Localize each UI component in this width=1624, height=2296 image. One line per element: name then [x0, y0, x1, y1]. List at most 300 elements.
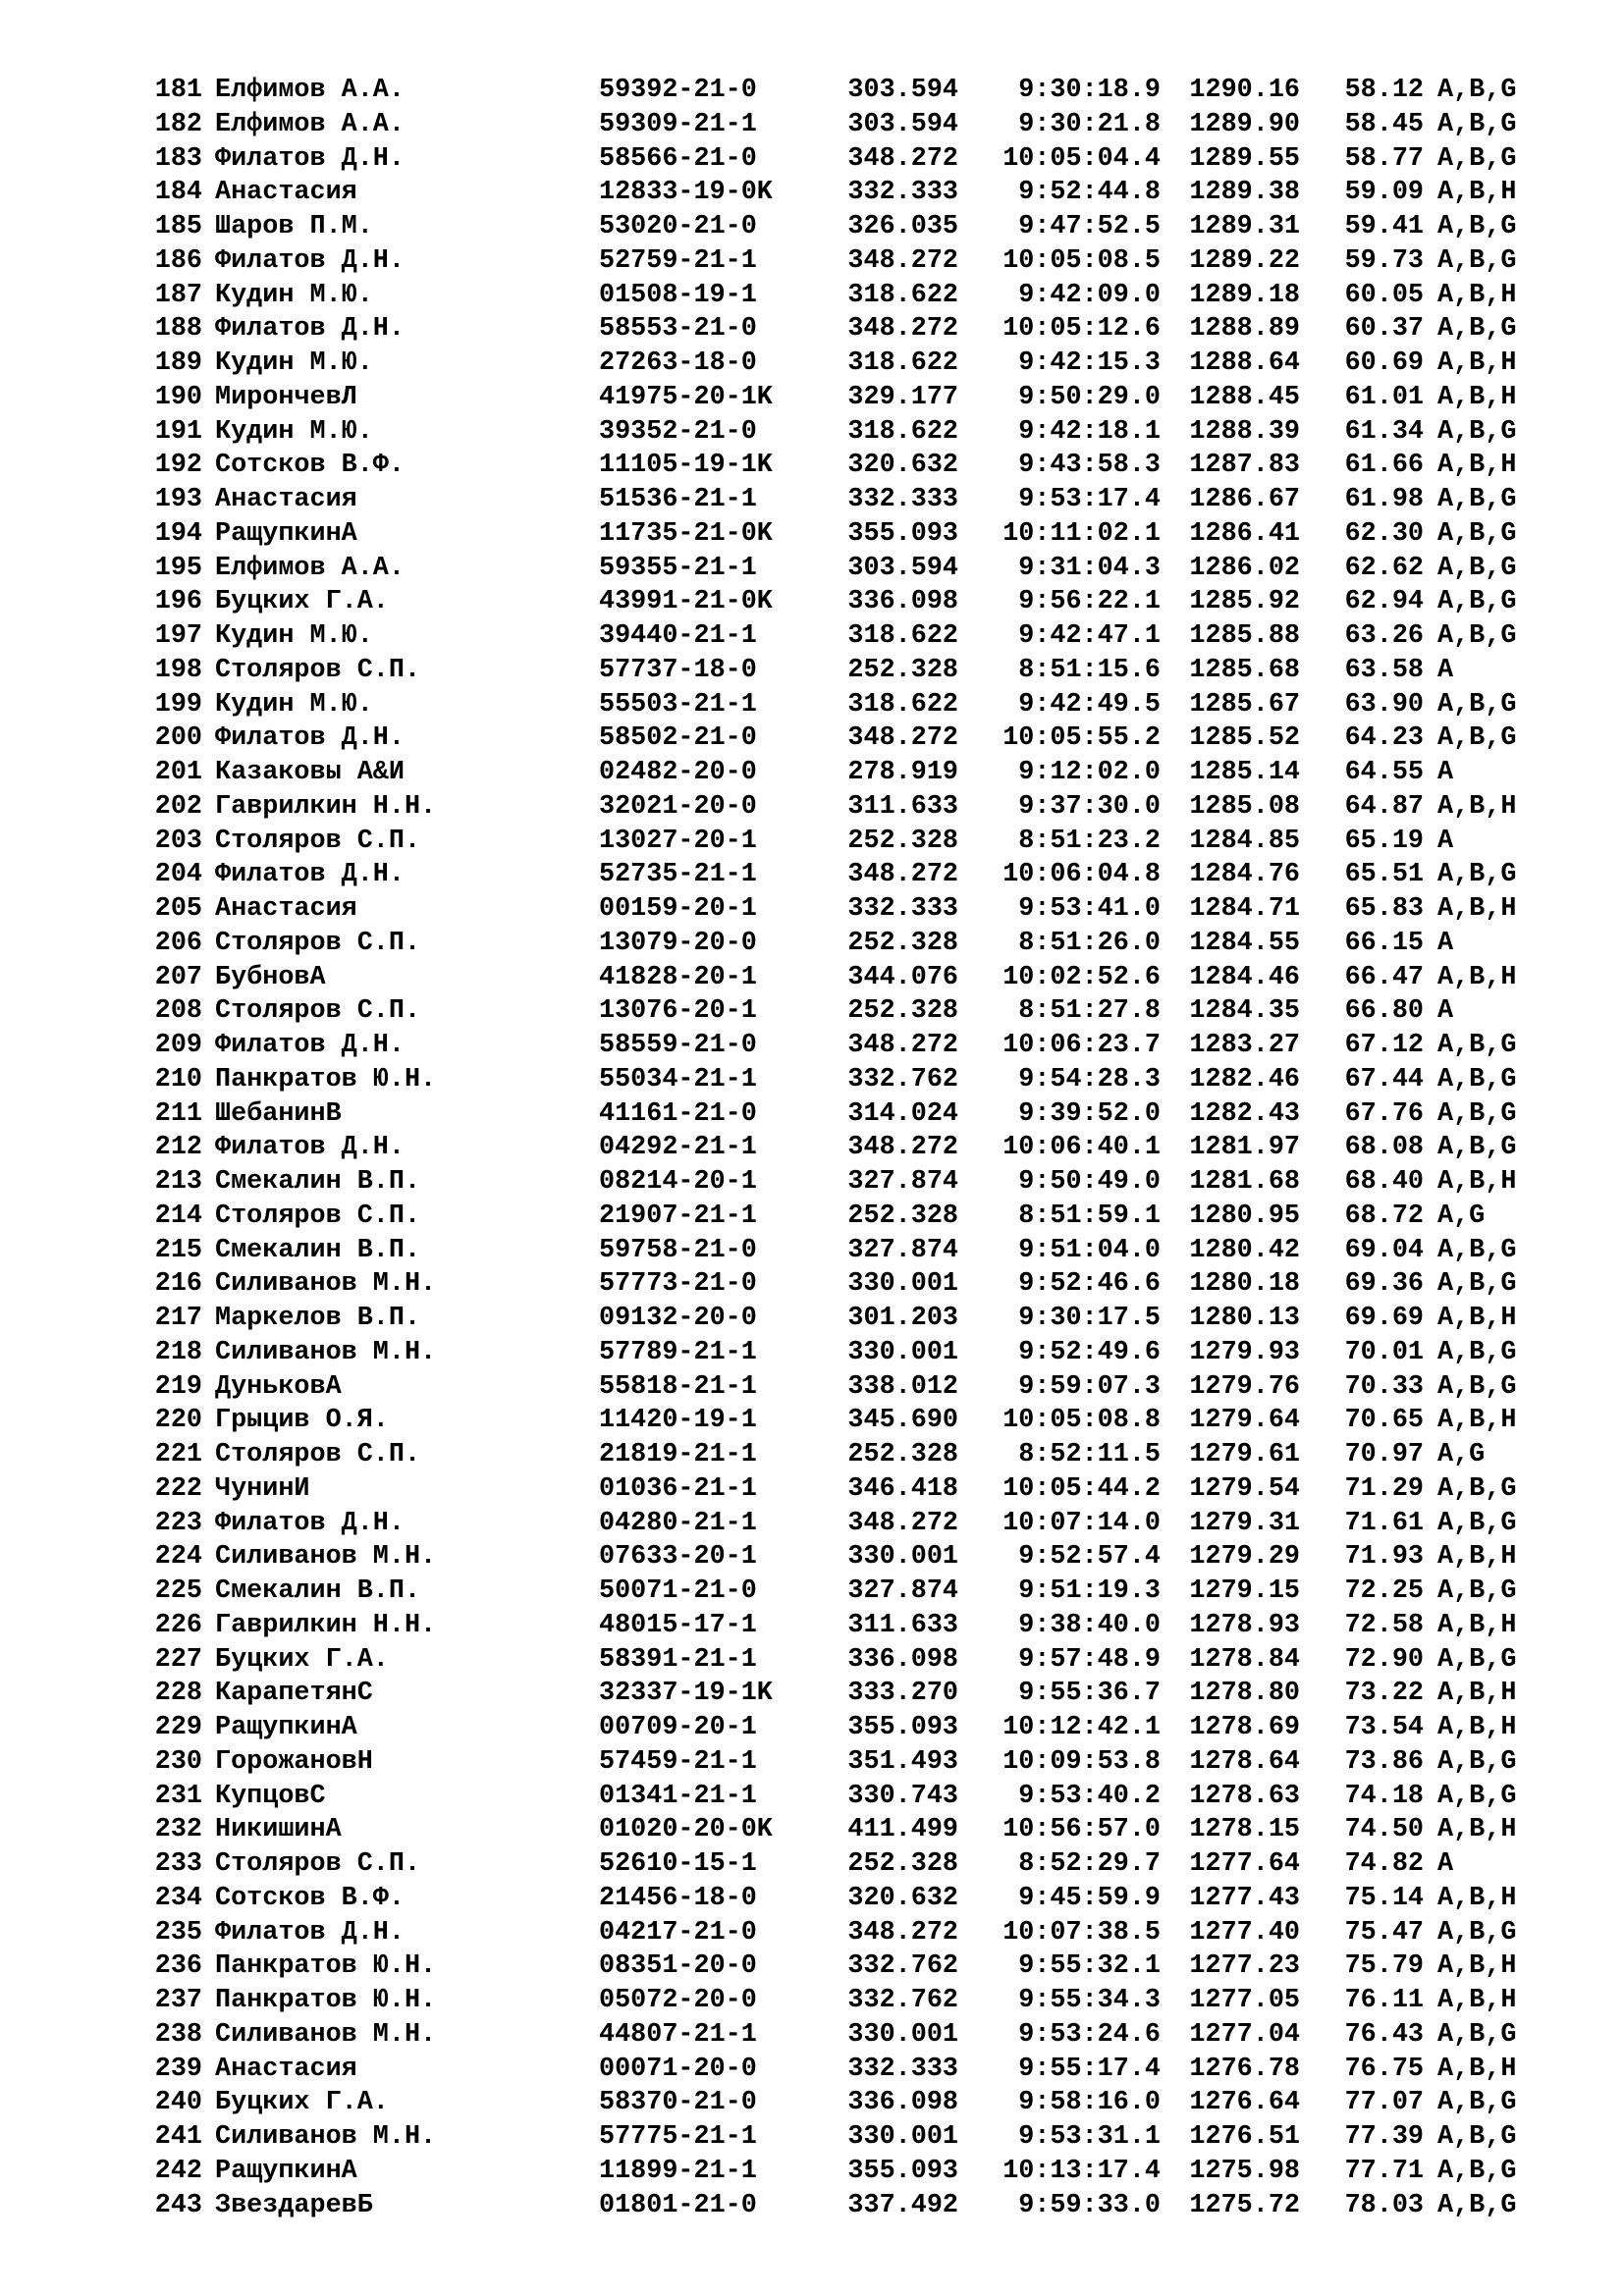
owner-name: Анастасия [215, 178, 357, 208]
speed: 1278.80 [1189, 1679, 1300, 1709]
distance: 348.272 [847, 143, 958, 174]
results-table [0, 74, 1624, 2222]
place-number: 235 [154, 1917, 202, 1948]
category-tags: A,B,G [1437, 1576, 1517, 1606]
owner-name: Панкратов Ю.Н. [215, 1064, 437, 1095]
category-tags: A,B,G [1437, 1508, 1517, 1538]
arrival-time: 10:13:17.4 [1002, 2156, 1161, 2186]
owner-name: Гаврилкин Н.Н. [215, 1610, 437, 1640]
arrival-time: 9:52:49.6 [1018, 1337, 1161, 1367]
ring-number: 41828-20-1 [599, 962, 757, 992]
distance: 318.622 [847, 621, 958, 651]
distance: 320.632 [847, 451, 958, 481]
owner-name: Анастасия [215, 2054, 357, 2084]
ring-number: 01020-20-0K [599, 1815, 773, 1845]
owner-name: Столяров С.П. [215, 826, 421, 856]
table-row [0, 2120, 1624, 2155]
place-number: 217 [154, 1304, 202, 1333]
distance: 348.272 [847, 314, 958, 345]
category-tags: A,B,G [1437, 1031, 1517, 1060]
speed: 1276.51 [1189, 2122, 1300, 2152]
ring-number: 09132-20-0 [599, 1304, 757, 1333]
table-row [0, 825, 1624, 859]
ring-number: 58566-21-0 [599, 143, 757, 174]
table-row [0, 517, 1624, 552]
arrival-time: 10:56:57.0 [1002, 1815, 1161, 1845]
arrival-time: 9:42:47.1 [1018, 621, 1161, 651]
category-tags: A,B,G [1437, 212, 1517, 241]
speed: 1288.45 [1189, 382, 1300, 412]
coefficient: 61.98 [1344, 485, 1424, 514]
coefficient: 66.47 [1344, 962, 1424, 992]
distance: 348.272 [847, 1031, 958, 1060]
speed: 1276.78 [1189, 2054, 1300, 2084]
coefficient: 77.07 [1344, 2088, 1424, 2118]
place-number: 241 [154, 2122, 202, 2152]
owner-name: ЗвездаревБ [215, 2190, 373, 2220]
arrival-time: 9:37:30.0 [1018, 791, 1161, 822]
owner-name: Анастасия [215, 485, 357, 514]
ring-number: 04292-21-1 [599, 1133, 757, 1163]
speed: 1279.93 [1189, 1337, 1300, 1367]
distance: 329.177 [847, 382, 958, 412]
arrival-time: 9:53:17.4 [1018, 485, 1161, 514]
distance: 344.076 [847, 962, 958, 992]
category-tags: A,G [1437, 1440, 1486, 1469]
arrival-time: 9:43:58.3 [1018, 451, 1161, 481]
category-tags: A [1437, 826, 1454, 856]
coefficient: 73.54 [1344, 1713, 1424, 1742]
table-row [0, 1336, 1624, 1370]
category-tags: A,B,H [1437, 1610, 1517, 1640]
place-number: 208 [154, 996, 202, 1027]
category-tags: A,B,G [1437, 1235, 1517, 1265]
speed: 1277.23 [1189, 1951, 1300, 1982]
coefficient: 71.29 [1344, 1473, 1424, 1504]
place-number: 185 [154, 212, 202, 241]
owner-name: Анастасия [215, 894, 357, 924]
coefficient: 72.90 [1344, 1644, 1424, 1675]
coefficient: 71.93 [1344, 1542, 1424, 1573]
place-number: 242 [154, 2156, 202, 2186]
coefficient: 58.77 [1344, 143, 1424, 174]
ring-number: 59355-21-1 [599, 553, 757, 583]
place-number: 230 [154, 1746, 202, 1777]
category-tags: A,B,G [1437, 314, 1517, 345]
speed: 1279.61 [1189, 1440, 1300, 1469]
arrival-time: 10:07:14.0 [1002, 1508, 1161, 1538]
category-tags: A,B,G [1437, 245, 1517, 276]
distance: 336.098 [847, 587, 958, 617]
category-tags: A [1437, 1849, 1454, 1879]
ring-number: 41161-21-0 [599, 1098, 757, 1129]
category-tags: A,B,G [1437, 2156, 1517, 2186]
category-tags: A,B,G [1437, 621, 1517, 651]
owner-name: Панкратов Ю.Н. [215, 1951, 437, 1982]
coefficient: 71.61 [1344, 1508, 1424, 1538]
owner-name: Буцких Г.А. [215, 1644, 389, 1675]
speed: 1289.22 [1189, 245, 1300, 276]
speed: 1285.92 [1189, 587, 1300, 617]
distance: 332.333 [847, 894, 958, 924]
arrival-time: 8:52:11.5 [1018, 1440, 1161, 1469]
speed: 1289.18 [1189, 280, 1300, 310]
owner-name: Сотсков В.Ф. [215, 1883, 405, 1913]
category-tags: A,B,H [1437, 962, 1517, 992]
category-tags: A,B,H [1437, 791, 1517, 822]
owner-name: РащупкинА [215, 518, 357, 549]
place-number: 193 [154, 485, 202, 514]
distance: 332.762 [847, 1064, 958, 1095]
owner-name: Маркелов В.П. [215, 1304, 421, 1333]
place-number: 184 [154, 178, 202, 208]
arrival-time: 8:51:15.6 [1018, 655, 1161, 685]
speed: 1284.35 [1189, 996, 1300, 1027]
speed: 1284.46 [1189, 962, 1300, 992]
distance: 330.743 [847, 1781, 958, 1811]
speed: 1288.64 [1189, 348, 1300, 378]
coefficient: 67.44 [1344, 1064, 1424, 1095]
place-number: 201 [154, 758, 202, 787]
ring-number: 00709-20-1 [599, 1713, 757, 1742]
category-tags: A,B,H [1437, 1679, 1517, 1709]
coefficient: 63.58 [1344, 655, 1424, 685]
table-row [0, 2053, 1624, 2087]
ring-number: 57789-21-1 [599, 1337, 757, 1367]
category-tags: A,B,G [1437, 1746, 1517, 1777]
owner-name: Столяров С.П. [215, 655, 421, 685]
owner-name: Силиванов М.Н. [215, 1542, 437, 1573]
arrival-time: 9:42:09.0 [1018, 280, 1161, 310]
ring-number: 58391-21-1 [599, 1644, 757, 1675]
category-tags: A,B,G [1437, 1337, 1517, 1367]
place-number: 231 [154, 1781, 202, 1811]
speed: 1288.89 [1189, 314, 1300, 345]
owner-name: ШебанинВ [215, 1098, 342, 1129]
table-row [0, 1234, 1624, 1268]
table-row [0, 312, 1624, 347]
arrival-time: 10:05:08.8 [1002, 1406, 1161, 1436]
place-number: 195 [154, 553, 202, 583]
distance: 252.328 [847, 996, 958, 1027]
owner-name: Филатов Д.Н. [215, 143, 405, 174]
table-row [0, 1882, 1624, 1916]
distance: 355.093 [847, 1713, 958, 1742]
table-row [0, 858, 1624, 892]
category-tags: A [1437, 928, 1454, 958]
speed: 1279.54 [1189, 1473, 1300, 1504]
place-number: 237 [154, 1986, 202, 2015]
distance: 332.762 [847, 1986, 958, 2015]
speed: 1277.43 [1189, 1883, 1300, 1913]
category-tags: A,B,G [1437, 1098, 1517, 1129]
coefficient: 74.50 [1344, 1815, 1424, 1845]
owner-name: Кудин М.Ю. [215, 621, 373, 651]
table-row [0, 756, 1624, 790]
place-number: 189 [154, 348, 202, 378]
place-number: 183 [154, 143, 202, 174]
coefficient: 62.30 [1344, 518, 1424, 549]
owner-name: Столяров С.П. [215, 1849, 421, 1879]
ring-number: 08214-20-1 [599, 1167, 757, 1197]
table-row [0, 279, 1624, 313]
table-row [0, 1029, 1624, 1063]
ring-number: 52735-21-1 [599, 860, 757, 890]
speed: 1289.38 [1189, 178, 1300, 208]
ring-number: 59309-21-1 [599, 109, 757, 139]
distance: 336.098 [847, 1644, 958, 1675]
coefficient: 77.71 [1344, 2156, 1424, 2186]
category-tags: A,B,G [1437, 1781, 1517, 1811]
coefficient: 74.18 [1344, 1781, 1424, 1811]
owner-name: Кудин М.Ю. [215, 416, 373, 447]
distance: 332.333 [847, 485, 958, 514]
table-row [0, 1609, 1624, 1643]
distance: 252.328 [847, 1849, 958, 1879]
coefficient: 70.65 [1344, 1406, 1424, 1436]
owner-name: Силиванов М.Н. [215, 1337, 437, 1367]
category-tags: A,B,H [1437, 894, 1517, 924]
speed: 1281.68 [1189, 1167, 1300, 1197]
category-tags: A,B,H [1437, 348, 1517, 378]
owner-name: МирончевЛ [215, 382, 357, 412]
coefficient: 60.37 [1344, 314, 1424, 345]
speed: 1287.83 [1189, 451, 1300, 481]
coefficient: 62.62 [1344, 553, 1424, 583]
owner-name: Силиванов М.Н. [215, 1269, 437, 1300]
distance: 332.333 [847, 2054, 958, 2084]
place-number: 197 [154, 621, 202, 651]
ring-number: 13027-20-1 [599, 826, 757, 856]
coefficient: 69.36 [1344, 1269, 1424, 1300]
category-tags: A,B,H [1437, 1406, 1517, 1436]
category-tags: A,B,H [1437, 382, 1517, 412]
place-number: 188 [154, 314, 202, 345]
table-row [0, 961, 1624, 995]
owner-name: КарапетянС [215, 1679, 373, 1709]
category-tags: A,B,H [1437, 1713, 1517, 1742]
distance: 332.333 [847, 178, 958, 208]
arrival-time: 8:51:59.1 [1018, 1201, 1161, 1231]
owner-name: Филатов Д.Н. [215, 1508, 405, 1538]
table-row [0, 244, 1624, 279]
owner-name: Елфимов А.А. [215, 553, 405, 583]
owner-name: Панкратов Ю.Н. [215, 1986, 437, 2015]
owner-name: БубновА [215, 962, 326, 992]
coefficient: 75.47 [1344, 1917, 1424, 1948]
arrival-time: 10:05:12.6 [1002, 314, 1161, 345]
place-number: 199 [154, 689, 202, 720]
distance: 348.272 [847, 1917, 958, 1948]
arrival-time: 9:47:52.5 [1018, 212, 1161, 241]
distance: 345.690 [847, 1406, 958, 1436]
table-row [0, 1847, 1624, 1882]
speed: 1284.71 [1189, 894, 1300, 924]
table-row [0, 1575, 1624, 1609]
coefficient: 70.01 [1344, 1337, 1424, 1367]
distance: 301.203 [847, 1304, 958, 1333]
category-tags: A,B,H [1437, 1304, 1517, 1333]
coefficient: 61.34 [1344, 416, 1424, 447]
arrival-time: 9:53:24.6 [1018, 2019, 1161, 2050]
ring-number: 43991-21-0K [599, 587, 773, 617]
distance: 311.633 [847, 1610, 958, 1640]
table-row [0, 1370, 1624, 1405]
arrival-time: 9:12:02.0 [1018, 758, 1161, 787]
distance: 348.272 [847, 860, 958, 890]
arrival-time: 9:57:48.9 [1018, 1644, 1161, 1675]
arrival-time: 9:54:28.3 [1018, 1064, 1161, 1095]
ring-number: 32021-20-0 [599, 791, 757, 822]
place-number: 213 [154, 1167, 202, 1197]
owner-name: Столяров С.П. [215, 1440, 421, 1469]
category-tags: A,B,H [1437, 1167, 1517, 1197]
owner-name: Филатов Д.Н. [215, 245, 405, 276]
category-tags: A,B,G [1437, 1269, 1517, 1300]
place-number: 196 [154, 587, 202, 617]
owner-name: Столяров С.П. [215, 1201, 421, 1231]
coefficient: 72.58 [1344, 1610, 1424, 1640]
place-number: 211 [154, 1098, 202, 1129]
place-number: 227 [154, 1644, 202, 1675]
speed: 1284.85 [1189, 826, 1300, 856]
speed: 1286.41 [1189, 518, 1300, 549]
speed: 1277.64 [1189, 1849, 1300, 1879]
category-tags: A,B,G [1437, 109, 1517, 139]
ring-number: 55034-21-1 [599, 1064, 757, 1095]
arrival-time: 9:55:34.3 [1018, 1986, 1161, 2015]
owner-name: ЧунинИ [215, 1473, 310, 1504]
distance: 348.272 [847, 245, 958, 276]
table-row [0, 688, 1624, 722]
arrival-time: 9:30:21.8 [1018, 109, 1161, 139]
distance: 318.622 [847, 280, 958, 310]
category-tags: A,B,G [1437, 553, 1517, 583]
speed: 1278.63 [1189, 1781, 1300, 1811]
ring-number: 51536-21-1 [599, 485, 757, 514]
coefficient: 60.69 [1344, 348, 1424, 378]
table-row [0, 585, 1624, 619]
table-row [0, 1165, 1624, 1200]
arrival-time: 9:59:07.3 [1018, 1371, 1161, 1402]
owner-name: Филатов Д.Н. [215, 1917, 405, 1948]
place-number: 202 [154, 791, 202, 822]
category-tags: A,B,H [1437, 1986, 1517, 2015]
table-row [0, 2086, 1624, 2120]
arrival-time: 9:53:40.2 [1018, 1781, 1161, 1811]
coefficient: 66.80 [1344, 996, 1424, 1027]
ring-number: 13076-20-1 [599, 996, 757, 1027]
coefficient: 67.76 [1344, 1098, 1424, 1129]
coefficient: 73.22 [1344, 1679, 1424, 1709]
arrival-time: 9:50:29.0 [1018, 382, 1161, 412]
owner-name: Кудин М.Ю. [215, 348, 373, 378]
distance: 348.272 [847, 723, 958, 754]
ring-number: 11735-21-0K [599, 518, 773, 549]
ring-number: 57775-21-1 [599, 2122, 757, 2152]
coefficient: 62.94 [1344, 587, 1424, 617]
category-tags: A,B,G [1437, 1371, 1517, 1402]
table-row [0, 1540, 1624, 1575]
place-number: 209 [154, 1031, 202, 1060]
category-tags: A,B,H [1437, 1815, 1517, 1845]
speed: 1283.27 [1189, 1031, 1300, 1060]
place-number: 236 [154, 1951, 202, 1982]
distance: 327.874 [847, 1235, 958, 1265]
coefficient: 65.51 [1344, 860, 1424, 890]
table-row [0, 483, 1624, 517]
ring-number: 21819-21-1 [599, 1440, 757, 1469]
speed: 1289.31 [1189, 212, 1300, 241]
distance: 327.874 [847, 1167, 958, 1197]
coefficient: 66.15 [1344, 928, 1424, 958]
ring-number: 13079-20-0 [599, 928, 757, 958]
category-tags: A,B,G [1437, 2190, 1517, 2220]
ring-number: 48015-17-1 [599, 1610, 757, 1640]
speed: 1289.55 [1189, 143, 1300, 174]
arrival-time: 10:11:02.1 [1002, 518, 1161, 549]
arrival-time: 9:53:41.0 [1018, 894, 1161, 924]
place-number: 191 [154, 416, 202, 447]
distance: 332.762 [847, 1951, 958, 1982]
speed: 1285.08 [1189, 791, 1300, 822]
owner-name: Филатов Д.Н. [215, 1133, 405, 1163]
speed: 1286.02 [1189, 553, 1300, 583]
distance: 333.270 [847, 1679, 958, 1709]
ring-number: 11899-21-1 [599, 2156, 757, 2186]
category-tags: A,B,G [1437, 143, 1517, 174]
arrival-time: 9:55:36.7 [1018, 1679, 1161, 1709]
coefficient: 64.55 [1344, 758, 1424, 787]
distance: 351.493 [847, 1746, 958, 1777]
category-tags: A,B,G [1437, 860, 1517, 890]
coefficient: 72.25 [1344, 1576, 1424, 1606]
coefficient: 67.12 [1344, 1031, 1424, 1060]
arrival-time: 8:51:23.2 [1018, 826, 1161, 856]
distance: 348.272 [847, 1508, 958, 1538]
table-row [0, 1711, 1624, 1745]
distance: 355.093 [847, 2156, 958, 2186]
table-row [0, 1438, 1624, 1472]
distance: 252.328 [847, 928, 958, 958]
distance: 252.328 [847, 1440, 958, 1469]
arrival-time: 9:31:04.3 [1018, 553, 1161, 583]
ring-number: 58370-21-0 [599, 2088, 757, 2118]
table-row [0, 347, 1624, 381]
owner-name: Смекалин В.П. [215, 1167, 421, 1197]
speed: 1289.90 [1189, 109, 1300, 139]
ring-number: 27263-18-0 [599, 348, 757, 378]
place-number: 203 [154, 826, 202, 856]
place-number: 215 [154, 1235, 202, 1265]
coefficient: 75.14 [1344, 1883, 1424, 1913]
category-tags: A,B,G [1437, 518, 1517, 549]
distance: 278.919 [847, 758, 958, 787]
arrival-time: 9:52:44.8 [1018, 178, 1161, 208]
place-number: 232 [154, 1815, 202, 1845]
owner-name: Силиванов М.Н. [215, 2019, 437, 2050]
place-number: 219 [154, 1371, 202, 1402]
speed: 1282.43 [1189, 1098, 1300, 1129]
coefficient: 64.23 [1344, 723, 1424, 754]
ring-number: 59758-21-0 [599, 1235, 757, 1265]
ring-number: 50071-21-0 [599, 1576, 757, 1606]
arrival-time: 9:45:59.9 [1018, 1883, 1161, 1913]
distance: 303.594 [847, 553, 958, 583]
arrival-time: 9:42:15.3 [1018, 348, 1161, 378]
speed: 1279.15 [1189, 1576, 1300, 1606]
arrival-time: 10:05:04.4 [1002, 143, 1161, 174]
